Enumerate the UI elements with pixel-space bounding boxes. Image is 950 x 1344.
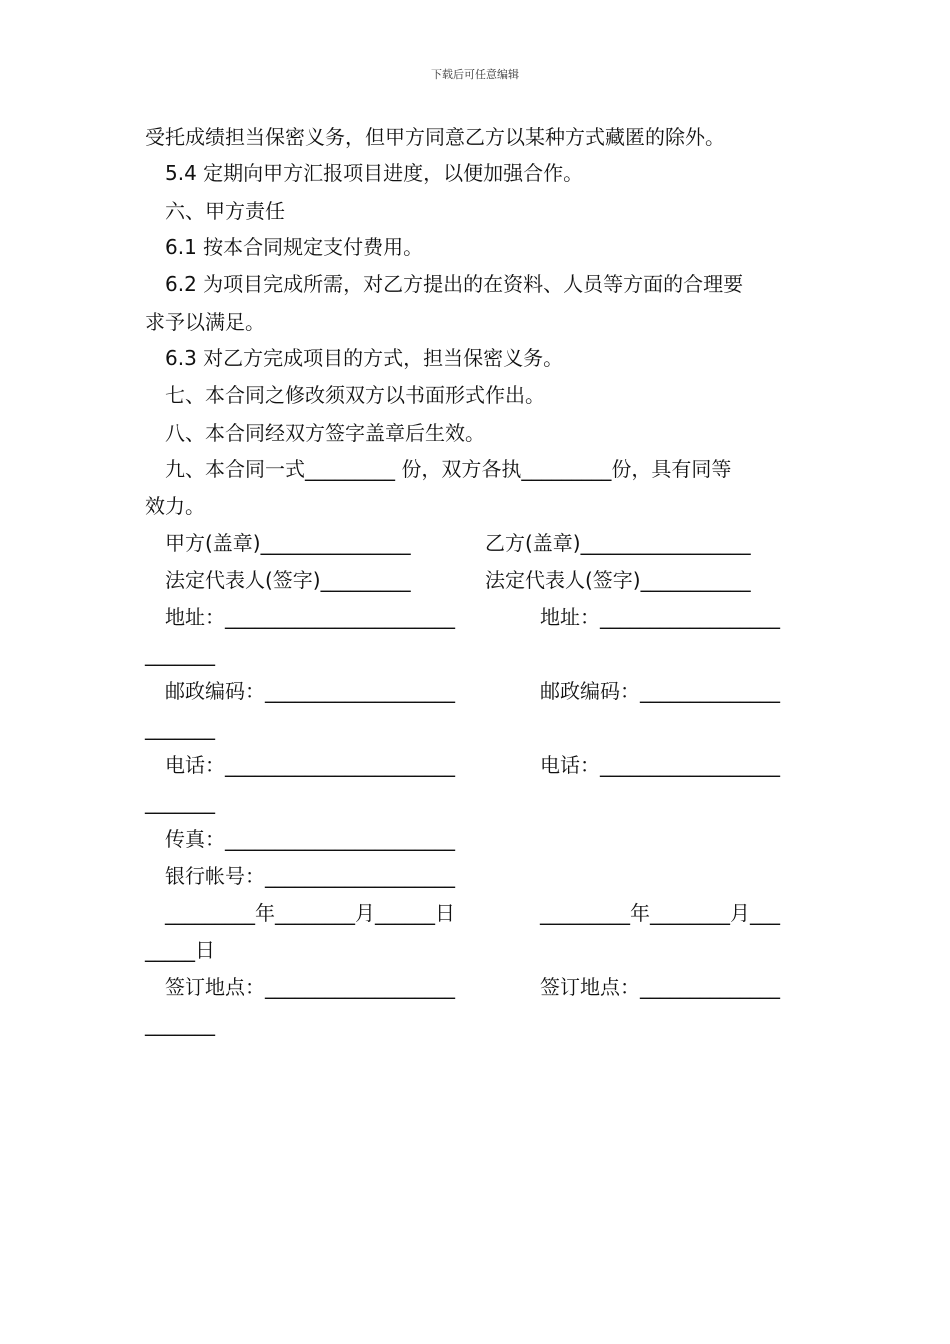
address-continuation-line: _______ — [145, 642, 215, 666]
section-heading-9-line2: 效力。 — [145, 494, 205, 518]
party-a-signing-place-field: 签订地点：___________________ — [165, 975, 455, 999]
party-b-representative-field: 法定代表人(签字)___________ — [485, 568, 751, 592]
party-b-seal-field: 乙方(盖章)_________________ — [485, 531, 751, 555]
phone-continuation-line: _______ — [145, 790, 215, 814]
party-a-date-field: _________年________月______日 — [165, 901, 455, 925]
section-heading-7: 七、本合同之修改须双方以书面形式作出。 — [165, 383, 545, 407]
party-a-phone-field: 电话：_______________________ — [165, 753, 455, 777]
clause-6-1: 6.1 按本合同规定支付费用。 — [165, 235, 424, 259]
signing-place-continuation-line: _______ — [145, 1012, 215, 1036]
clause-6-3: 6.3 对乙方完成项目的方式，担当保密义务。 — [165, 346, 564, 370]
clause-5-4: 5.4 定期向甲方汇报项目进度，以便加强合作。 — [165, 161, 584, 185]
clause-6-2-line2: 求予以满足。 — [145, 310, 265, 334]
party-a-representative-field: 法定代表人(签字)_________ — [165, 568, 411, 592]
party-a-fax-field: 传真：_______________________ — [165, 827, 455, 851]
section-heading-8: 八、本合同经双方签字盖章后生效。 — [165, 421, 485, 445]
party-b-signing-place-field: 签订地点：______________ — [540, 975, 780, 999]
section-heading-9-line1: 九、本合同一式_________ 份，双方各执_________份，具有同等 — [165, 457, 732, 481]
paragraph-confidentiality-end: 受托成绩担当保密义务，但甲方同意乙方以某种方式藏匿的除外。 — [145, 125, 725, 149]
party-a-postcode-field: 邮政编码：___________________ — [165, 679, 455, 703]
party-a-seal-field: 甲方(盖章)_______________ — [165, 531, 411, 555]
date-continuation-line: _____日 — [145, 938, 215, 962]
postcode-continuation-line: _______ — [145, 716, 215, 740]
party-b-date-field: _________年________月___ — [540, 901, 780, 925]
party-b-phone-field: 电话：__________________ — [540, 753, 780, 777]
page-header: 下载后可任意编辑 — [431, 68, 519, 81]
party-a-bank-account-field: 银行帐号：___________________ — [165, 864, 455, 888]
party-a-address-field: 地址：_______________________ — [165, 605, 455, 629]
party-b-address-field: 地址：__________________ — [540, 605, 780, 629]
section-heading-6: 六、甲方责任 — [165, 199, 285, 223]
party-b-postcode-field: 邮政编码：______________ — [540, 679, 780, 703]
clause-6-2-line1: 6.2 为项目完成所需，对乙方提出的在资料、人员等方面的合理要 — [165, 272, 744, 296]
